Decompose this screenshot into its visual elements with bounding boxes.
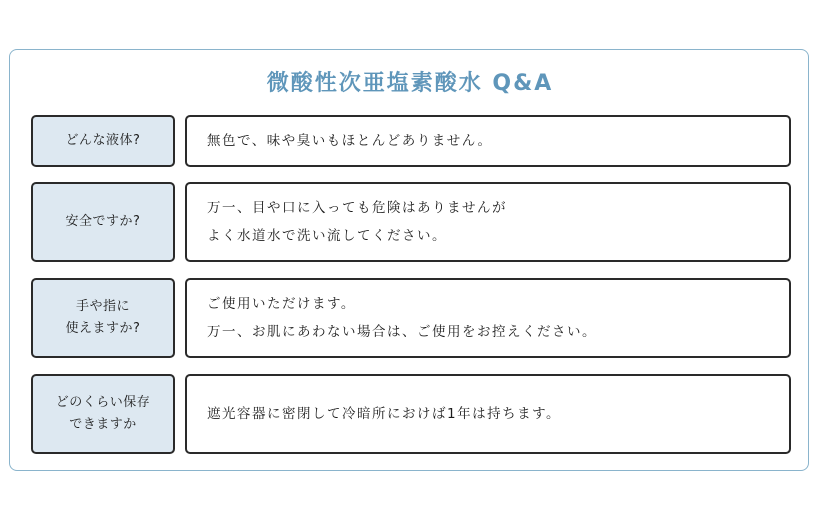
qa-row [31, 374, 791, 454]
answer-text: よく水道水で洗い流してください。 [207, 228, 447, 244]
answer-text: 万一、目や口に入っても危険はありませんが [207, 200, 507, 216]
answer-box [185, 278, 791, 358]
qa-row [31, 182, 791, 262]
question-text: できますか [69, 417, 137, 432]
question-text: どんな液体? [65, 133, 141, 148]
qa-row [31, 278, 791, 358]
answer-box [185, 182, 791, 262]
answer-text: 遮光容器に密閉して冷暗所におけば1年は持ちます。 [207, 406, 562, 422]
page-title: 微酸性次亜塩素酸水 Q&A [266, 71, 554, 96]
answer-text: 無色で、味や臭いもほとんどありません。 [207, 133, 493, 149]
question-text: 手や指に [75, 299, 130, 314]
question-text: 使えますか? [65, 321, 141, 336]
question-box [31, 182, 175, 262]
question-text: 安全ですか? [65, 214, 141, 229]
question-text: どのくらい保存 [55, 395, 151, 410]
answer-box [185, 115, 791, 167]
answer-text: ご使用いただけます。 [207, 296, 356, 312]
question-box [31, 115, 175, 167]
answer-box [185, 374, 791, 454]
qa-row [31, 115, 791, 167]
question-box [31, 374, 175, 454]
question-box [31, 278, 175, 358]
answer-text: 万一、お肌にあわない場合は、ご使用をお控えください。 [207, 324, 597, 340]
